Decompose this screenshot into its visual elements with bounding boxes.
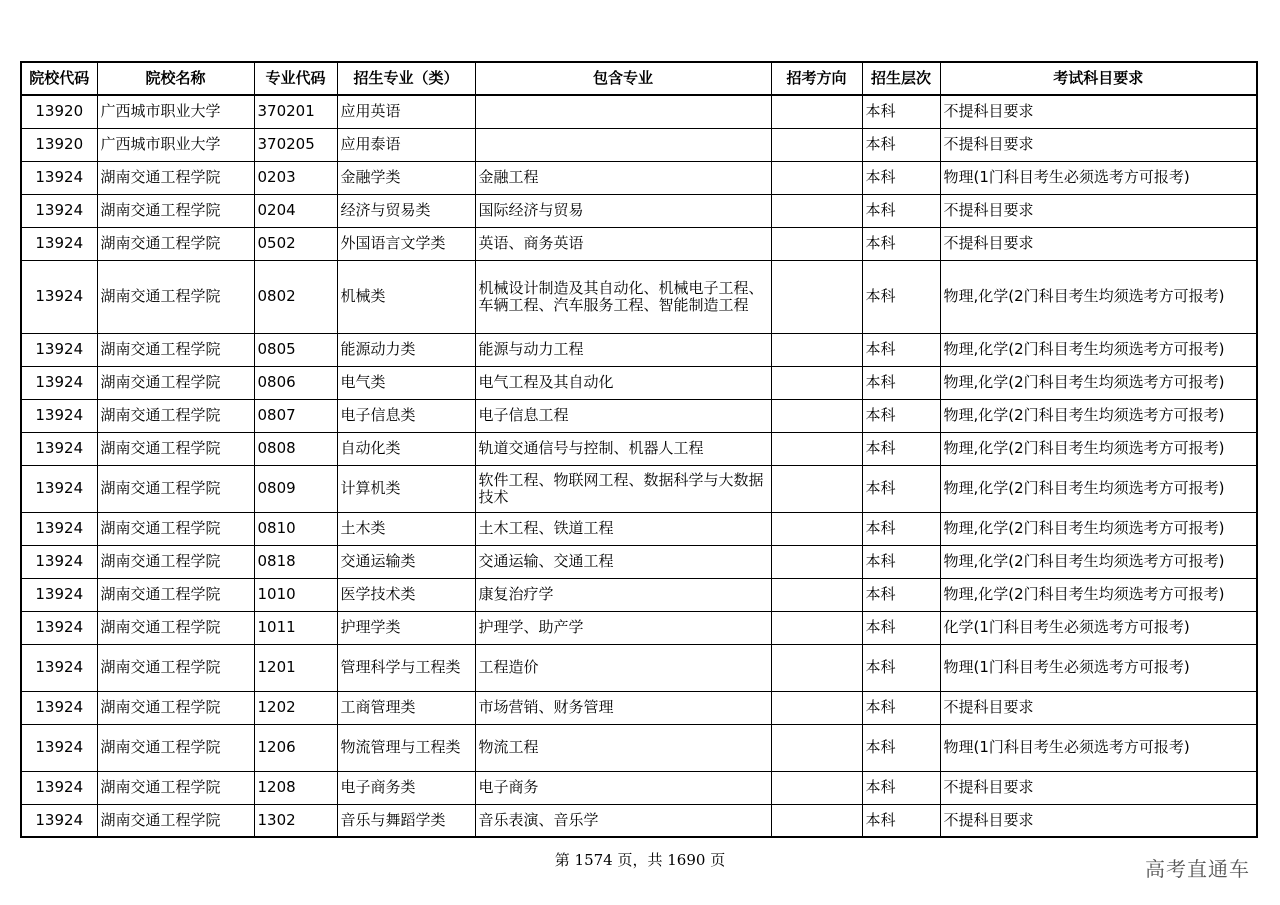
cell-school-name: 湖南交通工程学院 xyxy=(97,333,254,366)
cell-major-category: 应用泰语 xyxy=(337,128,475,161)
cell-school-name: 湖南交通工程学院 xyxy=(97,578,254,611)
cell-major-category: 物流管理与工程类 xyxy=(337,724,475,771)
cell-major-code: 0810 xyxy=(254,512,337,545)
table-row xyxy=(21,194,1257,227)
table-row xyxy=(21,465,1257,512)
cell-major-category: 音乐与舞蹈学类 xyxy=(337,804,475,837)
cell-subject-requirement: 不提科目要求 xyxy=(940,227,1257,260)
col-header-school-code: 院校代码 xyxy=(21,62,97,95)
col-header-subject-requirement: 考试科目要求 xyxy=(940,62,1257,95)
table-row xyxy=(21,691,1257,724)
table-row xyxy=(21,128,1257,161)
table-row xyxy=(21,260,1257,333)
cell-subject-requirement: 不提科目要求 xyxy=(940,194,1257,227)
cell-direction xyxy=(771,771,862,804)
cell-school-name: 广西城市职业大学 xyxy=(97,128,254,161)
cell-major-category: 电子商务类 xyxy=(337,771,475,804)
cell-direction xyxy=(771,260,862,333)
cell-subject-requirement: 物理,化学(2门科目考生均须选考方可报考) xyxy=(940,333,1257,366)
cell-school-name: 湖南交通工程学院 xyxy=(97,161,254,194)
cell-direction xyxy=(771,161,862,194)
cell-level: 本科 xyxy=(862,227,940,260)
cell-level: 本科 xyxy=(862,512,940,545)
cell-subject-requirement: 物理(1门科目考生必须选考方可报考) xyxy=(940,724,1257,771)
cell-major-code: 0818 xyxy=(254,545,337,578)
cell-included-majors: 市场营销、财务管理 xyxy=(475,691,771,724)
cell-school-name: 湖南交通工程学院 xyxy=(97,724,254,771)
cell-direction xyxy=(771,691,862,724)
cell-direction xyxy=(771,465,862,512)
cell-school-name: 湖南交通工程学院 xyxy=(97,771,254,804)
cell-major-code: 0502 xyxy=(254,227,337,260)
cell-level: 本科 xyxy=(862,771,940,804)
cell-subject-requirement: 物理(1门科目考生必须选考方可报考) xyxy=(940,644,1257,691)
cell-major-category: 交通运输类 xyxy=(337,545,475,578)
cell-major-code: 0802 xyxy=(254,260,337,333)
cell-subject-requirement: 物理,化学(2门科目考生均须选考方可报考) xyxy=(940,465,1257,512)
cell-school-code: 13924 xyxy=(21,227,97,260)
cell-direction xyxy=(771,399,862,432)
cell-subject-requirement: 物理,化学(2门科目考生均须选考方可报考) xyxy=(940,432,1257,465)
cell-school-code: 13924 xyxy=(21,366,97,399)
cell-direction xyxy=(771,194,862,227)
cell-included-majors: 机械设计制造及其自动化、机械电子工程、车辆工程、汽车服务工程、智能制造工程 xyxy=(475,260,771,333)
cell-major-code: 370201 xyxy=(254,95,337,128)
cell-major-code: 0204 xyxy=(254,194,337,227)
cell-direction xyxy=(771,333,862,366)
cell-school-code: 13924 xyxy=(21,260,97,333)
cell-direction xyxy=(771,95,862,128)
cell-included-majors: 轨道交通信号与控制、机器人工程 xyxy=(475,432,771,465)
cell-school-name: 湖南交通工程学院 xyxy=(97,545,254,578)
col-header-school-name: 院校名称 xyxy=(97,62,254,95)
cell-subject-requirement: 物理,化学(2门科目考生均须选考方可报考) xyxy=(940,366,1257,399)
table-row xyxy=(21,578,1257,611)
cell-major-code: 1201 xyxy=(254,644,337,691)
cell-major-category: 金融学类 xyxy=(337,161,475,194)
cell-school-code: 13924 xyxy=(21,545,97,578)
cell-included-majors: 电子商务 xyxy=(475,771,771,804)
cell-subject-requirement: 物理(1门科目考生必须选考方可报考) xyxy=(940,161,1257,194)
cell-level: 本科 xyxy=(862,432,940,465)
cell-direction xyxy=(771,128,862,161)
cell-level: 本科 xyxy=(862,804,940,837)
cell-direction xyxy=(771,545,862,578)
cell-direction xyxy=(771,512,862,545)
cell-school-code: 13924 xyxy=(21,399,97,432)
cell-subject-requirement: 化学(1门科目考生必须选考方可报考) xyxy=(940,611,1257,644)
table-body xyxy=(21,95,1257,837)
cell-included-majors: 软件工程、物联网工程、数据科学与大数据技术 xyxy=(475,465,771,512)
cell-major-code: 0805 xyxy=(254,333,337,366)
cell-level: 本科 xyxy=(862,691,940,724)
cell-major-category: 经济与贸易类 xyxy=(337,194,475,227)
table-row xyxy=(21,227,1257,260)
cell-included-majors xyxy=(475,128,771,161)
cell-subject-requirement: 不提科目要求 xyxy=(940,691,1257,724)
cell-major-category: 电子信息类 xyxy=(337,399,475,432)
cell-major-category: 电气类 xyxy=(337,366,475,399)
cell-subject-requirement: 不提科目要求 xyxy=(940,95,1257,128)
cell-major-code: 0807 xyxy=(254,399,337,432)
cell-included-majors: 物流工程 xyxy=(475,724,771,771)
cell-school-name: 湖南交通工程学院 xyxy=(97,260,254,333)
cell-level: 本科 xyxy=(862,545,940,578)
cell-school-code: 13920 xyxy=(21,128,97,161)
cell-school-code: 13924 xyxy=(21,611,97,644)
cell-included-majors: 金融工程 xyxy=(475,161,771,194)
cell-major-category: 外国语言文学类 xyxy=(337,227,475,260)
cell-school-code: 13924 xyxy=(21,194,97,227)
cell-level: 本科 xyxy=(862,578,940,611)
cell-included-majors: 音乐表演、音乐学 xyxy=(475,804,771,837)
cell-school-code: 13924 xyxy=(21,578,97,611)
cell-major-code: 1206 xyxy=(254,724,337,771)
cell-direction xyxy=(771,644,862,691)
cell-subject-requirement: 物理,化学(2门科目考生均须选考方可报考) xyxy=(940,260,1257,333)
col-header-direction: 招考方向 xyxy=(771,62,862,95)
table-row xyxy=(21,432,1257,465)
cell-school-code: 13924 xyxy=(21,333,97,366)
col-header-level: 招生层次 xyxy=(862,62,940,95)
cell-major-code: 1202 xyxy=(254,691,337,724)
cell-level: 本科 xyxy=(862,128,940,161)
table-header-row xyxy=(21,62,1257,95)
cell-major-code: 1302 xyxy=(254,804,337,837)
cell-level: 本科 xyxy=(862,260,940,333)
cell-school-code: 13920 xyxy=(21,95,97,128)
cell-included-majors: 交通运输、交通工程 xyxy=(475,545,771,578)
cell-direction xyxy=(771,432,862,465)
cell-level: 本科 xyxy=(862,399,940,432)
cell-major-category: 应用英语 xyxy=(337,95,475,128)
table-row xyxy=(21,399,1257,432)
cell-school-name: 湖南交通工程学院 xyxy=(97,227,254,260)
cell-school-name: 广西城市职业大学 xyxy=(97,95,254,128)
cell-school-code: 13924 xyxy=(21,432,97,465)
cell-school-code: 13924 xyxy=(21,724,97,771)
cell-included-majors: 电气工程及其自动化 xyxy=(475,366,771,399)
cell-school-name: 湖南交通工程学院 xyxy=(97,512,254,545)
cell-major-category: 自动化类 xyxy=(337,432,475,465)
cell-subject-requirement: 物理,化学(2门科目考生均须选考方可报考) xyxy=(940,578,1257,611)
cell-school-code: 13924 xyxy=(21,512,97,545)
cell-school-code: 13924 xyxy=(21,465,97,512)
cell-school-code: 13924 xyxy=(21,161,97,194)
cell-major-code: 370205 xyxy=(254,128,337,161)
cell-major-category: 医学技术类 xyxy=(337,578,475,611)
cell-level: 本科 xyxy=(862,644,940,691)
cell-major-category: 工商管理类 xyxy=(337,691,475,724)
table-row xyxy=(21,333,1257,366)
cell-level: 本科 xyxy=(862,95,940,128)
table-row xyxy=(21,611,1257,644)
cell-major-category: 管理科学与工程类 xyxy=(337,644,475,691)
cell-included-majors: 国际经济与贸易 xyxy=(475,194,771,227)
cell-school-name: 湖南交通工程学院 xyxy=(97,644,254,691)
cell-major-category: 机械类 xyxy=(337,260,475,333)
table-row xyxy=(21,95,1257,128)
cell-direction xyxy=(771,804,862,837)
cell-direction xyxy=(771,578,862,611)
cell-direction xyxy=(771,366,862,399)
cell-level: 本科 xyxy=(862,161,940,194)
table-row xyxy=(21,724,1257,771)
col-header-major-code: 专业代码 xyxy=(254,62,337,95)
cell-included-majors: 康复治疗学 xyxy=(475,578,771,611)
cell-school-name: 湖南交通工程学院 xyxy=(97,194,254,227)
cell-major-code: 1011 xyxy=(254,611,337,644)
cell-school-name: 湖南交通工程学院 xyxy=(97,611,254,644)
cell-subject-requirement: 物理,化学(2门科目考生均须选考方可报考) xyxy=(940,545,1257,578)
cell-school-name: 湖南交通工程学院 xyxy=(97,366,254,399)
cell-included-majors: 能源与动力工程 xyxy=(475,333,771,366)
cell-included-majors: 英语、商务英语 xyxy=(475,227,771,260)
cell-subject-requirement: 物理,化学(2门科目考生均须选考方可报考) xyxy=(940,399,1257,432)
admissions-table xyxy=(20,61,1258,838)
table-row xyxy=(21,512,1257,545)
table-row xyxy=(21,804,1257,837)
cell-major-code: 0806 xyxy=(254,366,337,399)
cell-major-code: 0808 xyxy=(254,432,337,465)
cell-subject-requirement: 物理,化学(2门科目考生均须选考方可报考) xyxy=(940,512,1257,545)
cell-major-code: 1010 xyxy=(254,578,337,611)
cell-school-code: 13924 xyxy=(21,804,97,837)
col-header-included-majors: 包含专业 xyxy=(475,62,771,95)
cell-included-majors: 工程造价 xyxy=(475,644,771,691)
cell-major-category: 能源动力类 xyxy=(337,333,475,366)
cell-level: 本科 xyxy=(862,333,940,366)
cell-school-name: 湖南交通工程学院 xyxy=(97,432,254,465)
table-row xyxy=(21,366,1257,399)
cell-level: 本科 xyxy=(862,465,940,512)
cell-school-name: 湖南交通工程学院 xyxy=(97,804,254,837)
cell-subject-requirement: 不提科目要求 xyxy=(940,128,1257,161)
col-header-major-category: 招生专业（类） xyxy=(337,62,475,95)
cell-school-name: 湖南交通工程学院 xyxy=(97,399,254,432)
cell-major-code: 1208 xyxy=(254,771,337,804)
table-row xyxy=(21,644,1257,691)
cell-major-category: 计算机类 xyxy=(337,465,475,512)
table-row xyxy=(21,545,1257,578)
cell-major-category: 护理学类 xyxy=(337,611,475,644)
cell-level: 本科 xyxy=(862,194,940,227)
page-number: 第 1574 页，共 1690 页 xyxy=(554,851,726,869)
cell-level: 本科 xyxy=(862,611,940,644)
cell-school-name: 湖南交通工程学院 xyxy=(97,691,254,724)
cell-level: 本科 xyxy=(862,724,940,771)
cell-included-majors: 电子信息工程 xyxy=(475,399,771,432)
cell-direction xyxy=(771,611,862,644)
cell-major-code: 0809 xyxy=(254,465,337,512)
cell-major-category: 土木类 xyxy=(337,512,475,545)
cell-school-code: 13924 xyxy=(21,644,97,691)
cell-included-majors: 护理学、助产学 xyxy=(475,611,771,644)
cell-school-name: 湖南交通工程学院 xyxy=(97,465,254,512)
cell-major-code: 0203 xyxy=(254,161,337,194)
cell-included-majors: 土木工程、铁道工程 xyxy=(475,512,771,545)
cell-subject-requirement: 不提科目要求 xyxy=(940,771,1257,804)
cell-direction xyxy=(771,724,862,771)
watermark-logo: 高考直通车 xyxy=(1145,857,1250,881)
cell-level: 本科 xyxy=(862,366,940,399)
cell-subject-requirement: 不提科目要求 xyxy=(940,804,1257,837)
table-row xyxy=(21,161,1257,194)
table-row xyxy=(21,771,1257,804)
cell-school-code: 13924 xyxy=(21,771,97,804)
cell-school-code: 13924 xyxy=(21,691,97,724)
cell-included-majors xyxy=(475,95,771,128)
cell-direction xyxy=(771,227,862,260)
